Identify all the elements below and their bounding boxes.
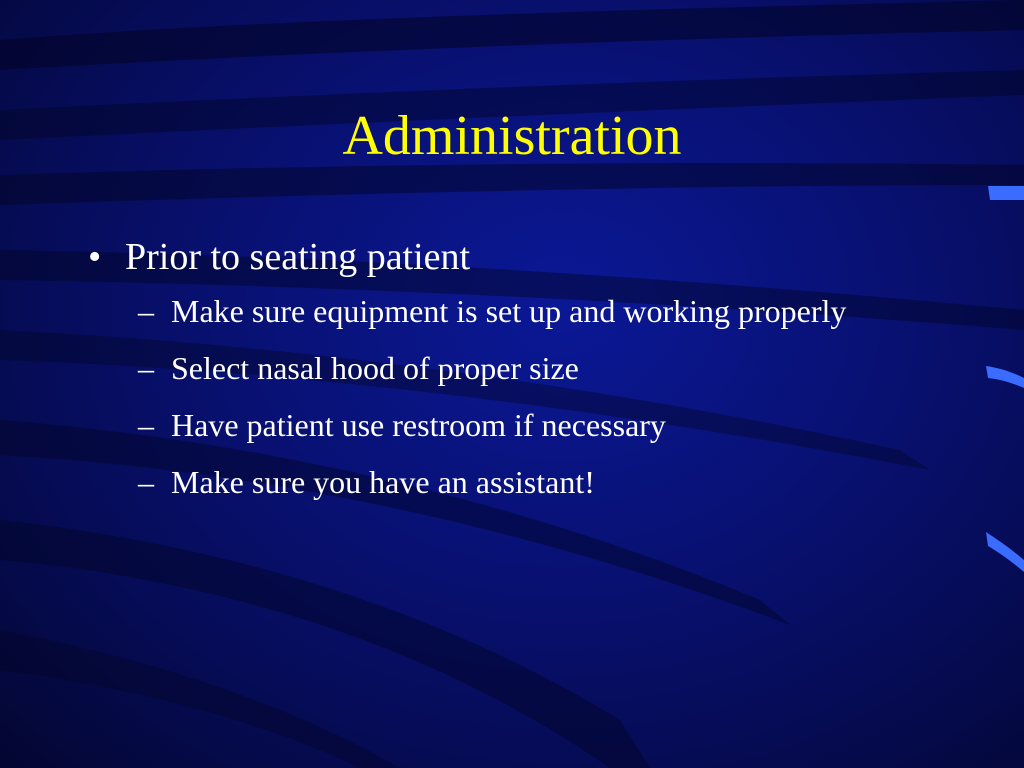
slide-title: Administration — [342, 105, 682, 167]
bullet-marker: • — [88, 236, 102, 278]
sub-bullet-list — [88, 288, 888, 505]
slide-body — [88, 232, 888, 516]
edge-accent-1 — [988, 186, 1024, 200]
edge-accent-2 — [986, 366, 1024, 388]
sub-bullet-marker: – — [138, 350, 154, 386]
sub-bullet-text: Make sure equipment is set up and working properly — [171, 293, 847, 329]
bullet-text: Prior to seating patient — [125, 236, 471, 278]
sub-bullet-text: Have patient use restroom if necessary — [171, 407, 666, 443]
edge-accent-3 — [986, 532, 1024, 572]
sub-bullet-item — [88, 459, 871, 505]
sub-bullet-marker: – — [138, 293, 154, 329]
sub-bullet-text: Make sure you have an assistant! — [171, 464, 595, 500]
sub-bullet-item — [88, 402, 871, 448]
sub-bullet-item — [88, 288, 871, 334]
sub-bullet-text: Select nasal hood of proper size — [171, 350, 579, 386]
sub-bullet-marker: – — [138, 464, 154, 500]
sub-bullet-item — [88, 345, 871, 391]
sub-bullet-marker: – — [138, 407, 154, 443]
bullet-item — [88, 232, 888, 282]
